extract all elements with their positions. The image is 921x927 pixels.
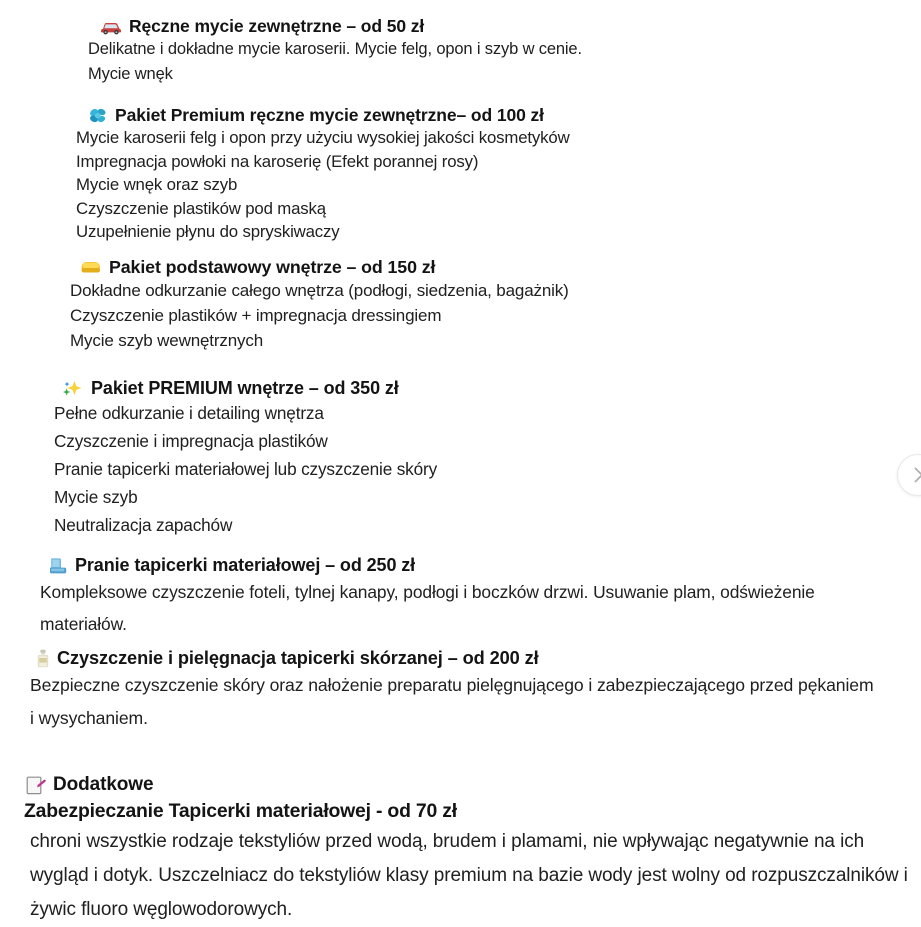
service-section-additional [26,774,910,927]
service-heading-text: Pakiet podstawowy wnętrze – od 150 zł [109,257,435,278]
service-detail-line: Mycie wnęk [88,62,582,87]
service-heading [80,257,569,278]
service-section-hand-wash [100,16,582,87]
service-detail-line: Neutralizacja zapachów [54,511,437,539]
service-heading [62,378,437,399]
service-heading [88,105,570,126]
service-detail-line: Mycie szyb [54,483,437,511]
droplets-icon [88,107,108,124]
service-section-basic-interior [80,257,569,353]
service-detail-line: Dokładne odkurzanie całego wnętrza (podłogi, siedzenia, bagażnik) [70,278,569,303]
service-heading-text: Ręczne mycie zewnętrzne – od 50 zł [129,16,424,37]
service-description: chroni wszystkie rodzaje tekstyliów przed wodą, brudem i plamami, nie wpływając negatywnie na ich wygląd i dotyk. Uszczelniacz do tekstyliów klasy premium na bazie wody jest wolny od rozpuszczalników i żywic fluoro węglowodorowych. [30,825,910,927]
service-detail-line: Czyszczenie i impregnacja plastików [54,427,437,455]
service-detail-line: Mycie wnęk oraz szyb [76,173,570,197]
lotion-bottle-icon [36,649,50,668]
service-section-premium-interior [62,378,437,539]
service-subheading: Zabezpieczanie Tapicerki materiałowej - od 70 zł [24,800,910,823]
service-detail-line: Czyszczenie plastików pod maską [76,197,570,221]
service-heading-text: Czyszczenie i pielęgnacja tapicerki skórzanej – od 200 zł [57,648,539,669]
service-detail-line: Delikatne i dokładne mycie karoserii. Mycie felg, opon i szyb w cenie. [88,37,582,62]
seat-icon [48,557,68,575]
memo-icon [26,776,46,795]
service-heading-text: Dodatkowe [53,774,153,796]
service-description: Kompleksowe czyszczenie foteli, tylnej kanapy, podłogi i boczków drzwi. Usuwanie plam, odświeżenie materiałów. [40,576,880,640]
service-detail-line: Pełne odkurzanie i detailing wnętrza [54,399,437,427]
car-icon [100,19,122,35]
service-heading [100,16,582,37]
service-section-leather-upholstery [36,648,880,735]
service-section-premium-hand-wash [88,105,570,244]
sparkles-icon [62,380,84,398]
service-heading [26,774,910,796]
carousel-next-button[interactable] [897,454,921,496]
service-description: Bezpieczne czyszczenie skóry oraz nałożenie preparatu pielęgnującego i zabezpieczającego przed pękaniem i wysychaniem. [30,669,880,735]
service-heading [48,555,880,576]
service-detail-line: Czyszczenie plastików + impregnacja dressingiem [70,303,569,328]
service-heading-text: Pranie tapicerki materiałowej – od 250 zł [75,555,415,576]
service-section-fabric-upholstery [48,555,880,640]
service-detail-line: Mycie karoserii felg i opon przy użyciu wysokiej jakości kosmetyków [76,126,570,150]
service-detail-line: Pranie tapicerki materiałowej lub czyszczenie skóry [54,455,437,483]
service-heading-text: Pakiet Premium ręczne mycie zewnętrzne– od 100 zł [115,105,544,126]
service-heading-text: Pakiet PREMIUM wnętrze – od 350 zł [91,378,399,399]
service-detail-line: Impregnacja powłoki na karoserię (Efekt porannej rosy) [76,150,570,174]
service-detail-line: Uzupełnienie płynu do spryskiwaczy [76,220,570,244]
chevron-right-icon [913,467,921,483]
sponge-icon [80,259,102,276]
service-detail-line: Mycie szyb wewnętrznych [70,328,569,353]
service-heading [36,648,880,669]
